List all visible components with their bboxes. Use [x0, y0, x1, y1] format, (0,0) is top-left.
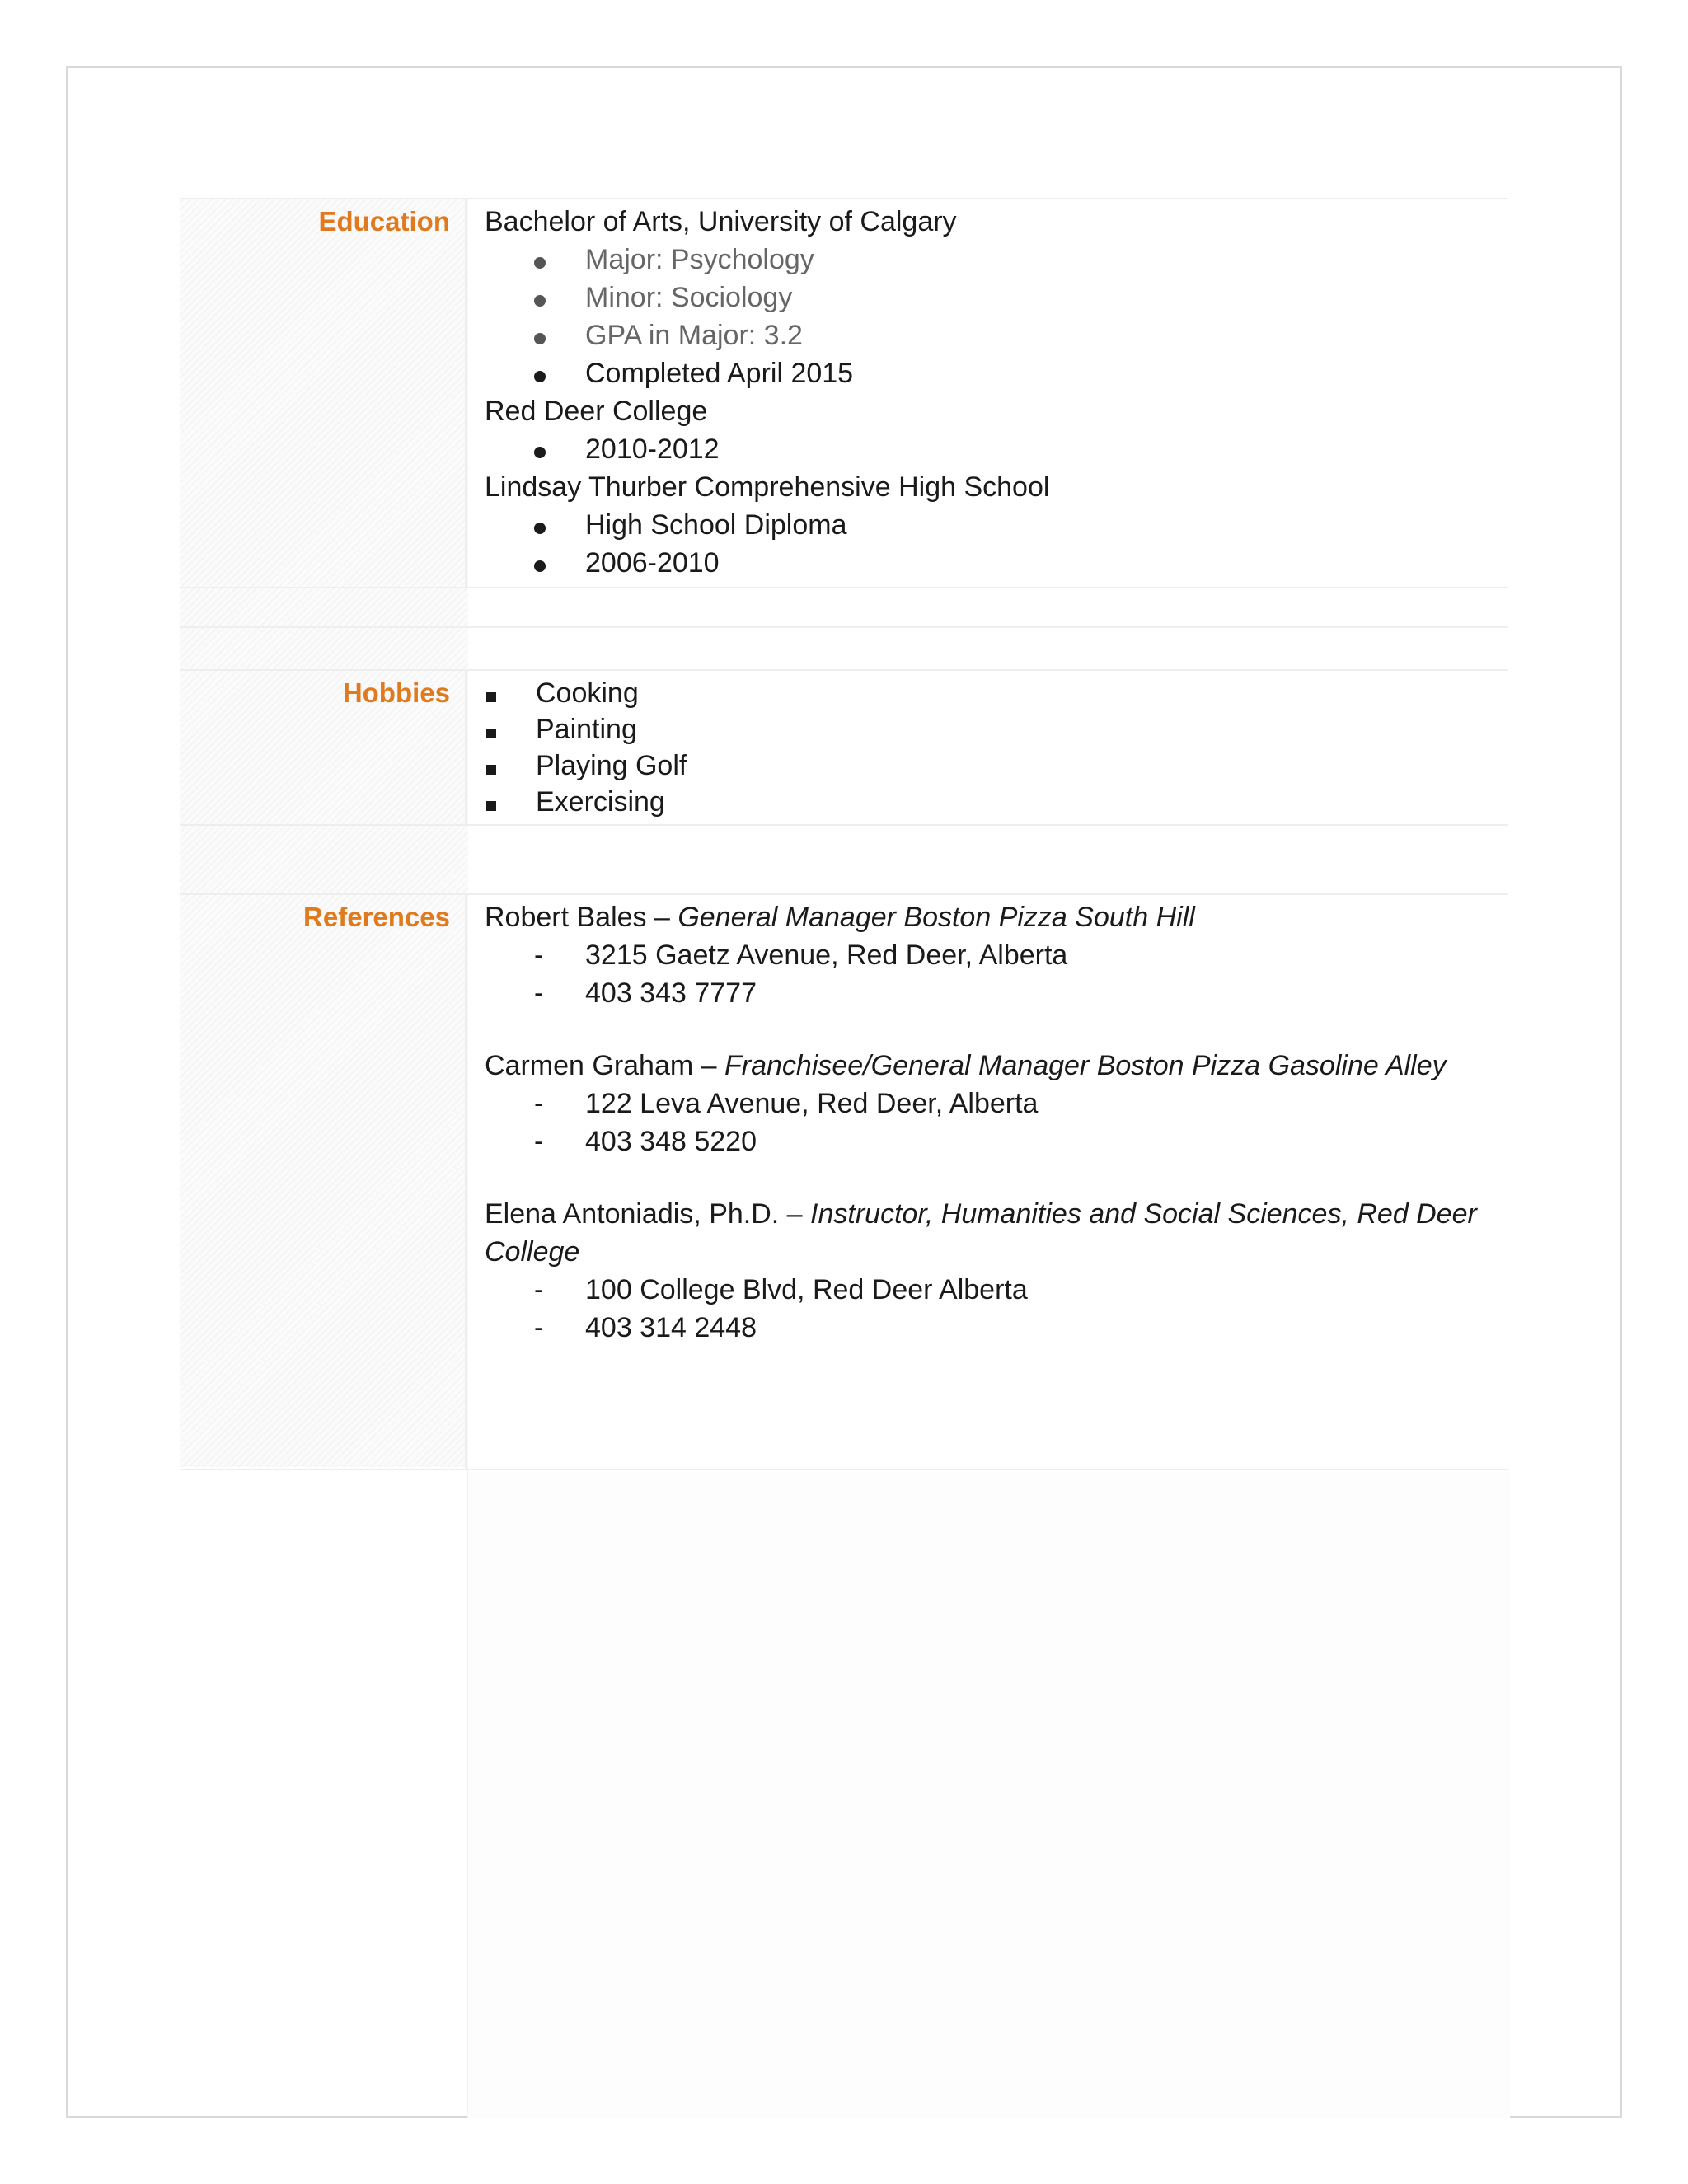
list-item: Exercising [486, 783, 1508, 819]
degree-title: Bachelor of Arts, University of Calgary [485, 206, 957, 237]
list-item: 2006-2010 [485, 544, 1508, 582]
list-item: - 403 343 7777 [485, 974, 1508, 1012]
section-divider [180, 626, 1508, 628]
reference-name-line: Carmen Graham – Franchisee/General Manager Boston Pizza Gasoline Alley [485, 1050, 1447, 1081]
bullet-icon [534, 257, 546, 269]
hobbies-heading: Hobbies [180, 671, 467, 824]
list-item: - 403 314 2448 [485, 1309, 1508, 1347]
references-heading: References [180, 895, 467, 1469]
empty-content-column [467, 1467, 1510, 2118]
list-item: Playing Golf [486, 747, 1508, 783]
list-item: - 3215 Gaetz Avenue, Red Deer, Alberta [485, 936, 1508, 974]
list-item: - 403 348 5220 [485, 1122, 1508, 1160]
references-section [180, 893, 1508, 1470]
bullet-icon [534, 333, 546, 344]
list-item: - 122 Leva Avenue, Red Deer, Alberta [485, 1085, 1508, 1122]
square-bullet-icon [486, 801, 496, 811]
high-school-name: Lindsay Thurber Comprehensive High School [485, 471, 1050, 503]
list-item: Painting [486, 710, 1508, 747]
reference-name-line: Robert Bales – General Manager Boston Pizza South Hill [485, 902, 1195, 933]
bullet-icon [534, 371, 546, 382]
education-body [485, 199, 1508, 582]
bullet-icon [534, 295, 546, 307]
college-name: Red Deer College [485, 396, 708, 427]
references-body [485, 895, 1508, 1347]
education-heading: Education [180, 199, 467, 587]
bullet-icon [534, 560, 546, 572]
hobbies-body [486, 671, 1508, 819]
list-item: Completed April 2015 [485, 354, 1508, 392]
reference-name-line: Elena Antoniadis, Ph.D. – Instructor, Humanities and Social Sciences, Red Deer [485, 1198, 1477, 1230]
list-item: Cooking [486, 674, 1508, 710]
square-bullet-icon [486, 765, 496, 775]
reference-title-continuation: College [485, 1236, 580, 1268]
bullet-icon [534, 523, 546, 534]
square-bullet-icon [486, 729, 496, 738]
dash-bullet-icon: - [534, 977, 544, 1009]
dash-bullet-icon: - [534, 940, 544, 971]
list-item: Minor: Sociology [485, 279, 1508, 316]
bullet-icon [534, 447, 546, 458]
list-item: 2010-2012 [485, 430, 1508, 468]
education-section [180, 198, 1508, 588]
list-item: Major: Psychology [485, 241, 1508, 279]
dash-bullet-icon: - [534, 1274, 544, 1305]
square-bullet-icon [486, 692, 496, 702]
list-item: - 100 College Blvd, Red Deer Alberta [485, 1271, 1508, 1309]
dash-bullet-icon: - [534, 1126, 544, 1157]
hobbies-section [180, 669, 1508, 826]
dash-bullet-icon: - [534, 1088, 544, 1119]
dash-bullet-icon: - [534, 1312, 544, 1343]
list-item: GPA in Major: 3.2 [485, 316, 1508, 354]
list-item: High School Diploma [485, 506, 1508, 544]
